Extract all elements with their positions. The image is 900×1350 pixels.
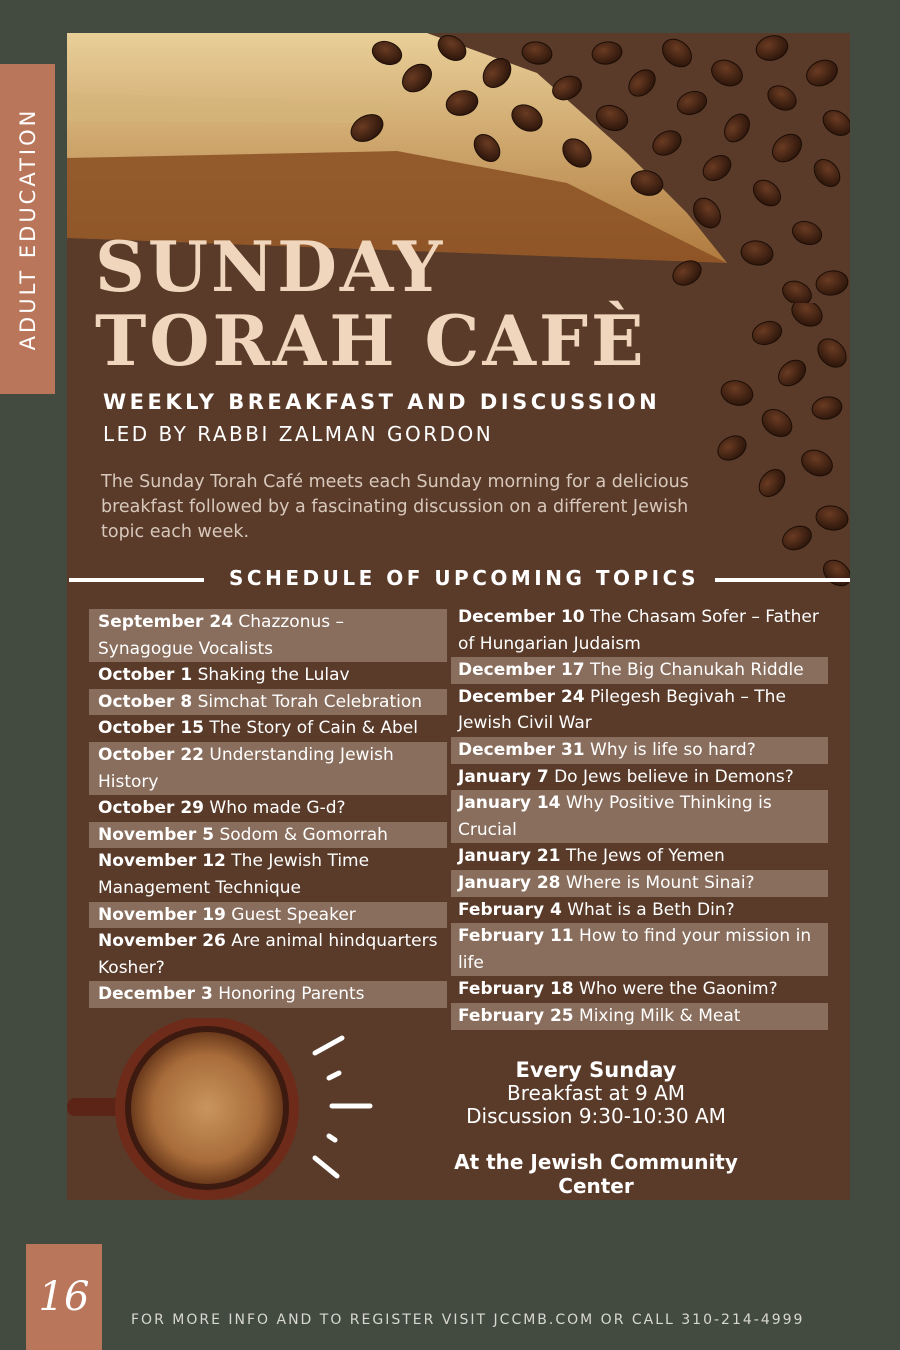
- list-item: November 5 Sodom & Gomorrah: [89, 822, 447, 849]
- schedule-heading: [67, 563, 850, 593]
- list-item: December 3 Honoring Parents: [89, 981, 447, 1008]
- list-item: October 15 The Story of Cain & Abel: [98, 718, 418, 739]
- list-item: February 4 What is a Beth Din?: [458, 899, 735, 920]
- list-item: February 18 Who were the Gaonim?: [458, 979, 778, 1000]
- list-item: January 7 Do Jews believe in Demons?: [458, 766, 794, 787]
- flyer-panel: [67, 33, 850, 1200]
- coffee-cup-image: [67, 1018, 397, 1200]
- schedule-left-column: [89, 609, 447, 1008]
- contact-info: FOR MORE INFO AND TO REGISTER VISIT JCCMB.COM OR CALL 310-214-4999: [131, 1312, 805, 1328]
- title-line-1: SUNDAY: [95, 227, 446, 308]
- list-item: October 22 Understanding Jewish History: [89, 742, 447, 795]
- list-item: November 19 Guest Speaker: [89, 902, 447, 929]
- session-info: [413, 1058, 779, 1198]
- list-item: December 17 The Big Chanukah Riddle: [451, 657, 828, 684]
- subtitle: WEEKLY BREAKFAST AND DISCUSSION: [103, 390, 661, 414]
- list-item: February 11 How to find your mission in life: [451, 923, 828, 976]
- divider-right: [715, 578, 850, 582]
- intro-paragraph: The Sunday Torah Café meets each Sunday morning for a delicious breakfast followed by a fascinating discussion on a different Jewish topic each week.: [101, 472, 689, 542]
- breakfast-time: Breakfast at 9 AM: [506, 1081, 686, 1105]
- list-item: October 8 Simchat Torah Celebration: [89, 689, 447, 716]
- discussion-time: Discussion 9:30-10:30 AM: [466, 1104, 726, 1128]
- page-number: 16: [26, 1244, 102, 1350]
- list-item: December 24 Pilegesh Begivah – The Jewish Civil War: [458, 686, 786, 734]
- list-item: November 12 The Jewish Time Management Technique: [98, 851, 370, 898]
- list-item: October 29 Who made G-d?: [98, 798, 346, 819]
- list-item: December 31 Why is life so hard?: [451, 737, 828, 764]
- list-item: October 1 Shaking the Lulav: [98, 665, 350, 686]
- side-tab: [0, 64, 55, 394]
- leader-line: LED BY RABBI ZALMAN GORDON: [103, 422, 494, 446]
- list-item: January 14 Why Positive Thinking is Crucial: [451, 790, 828, 843]
- location: At the Jewish Community Center: [454, 1150, 738, 1198]
- page-title: [95, 227, 647, 382]
- title-line-2: TORAH CAFÈ: [95, 301, 647, 382]
- list-item: November 26 Are animal hindquarters Kosher?: [98, 931, 438, 978]
- side-tab-label: ADULT EDUCATION: [15, 107, 40, 351]
- coffee-beans-decoration: [687, 303, 850, 593]
- schedule-heading-text: SCHEDULE OF UPCOMING TOPICS: [229, 566, 700, 590]
- schedule-right-column: [451, 604, 828, 1030]
- divider-left: [69, 578, 204, 582]
- list-item: February 25 Mixing Milk & Meat: [451, 1003, 828, 1030]
- list-item: January 21 The Jews of Yemen: [458, 846, 725, 867]
- list-item: January 28 Where is Mount Sinai?: [451, 870, 828, 897]
- list-item: December 10 The Chasam Sofer – Father of Hungarian Judaism: [458, 607, 819, 654]
- every-sunday: Every Sunday: [515, 1058, 677, 1082]
- list-item: September 24 Chazzonus – Synagogue Vocalists: [89, 609, 447, 662]
